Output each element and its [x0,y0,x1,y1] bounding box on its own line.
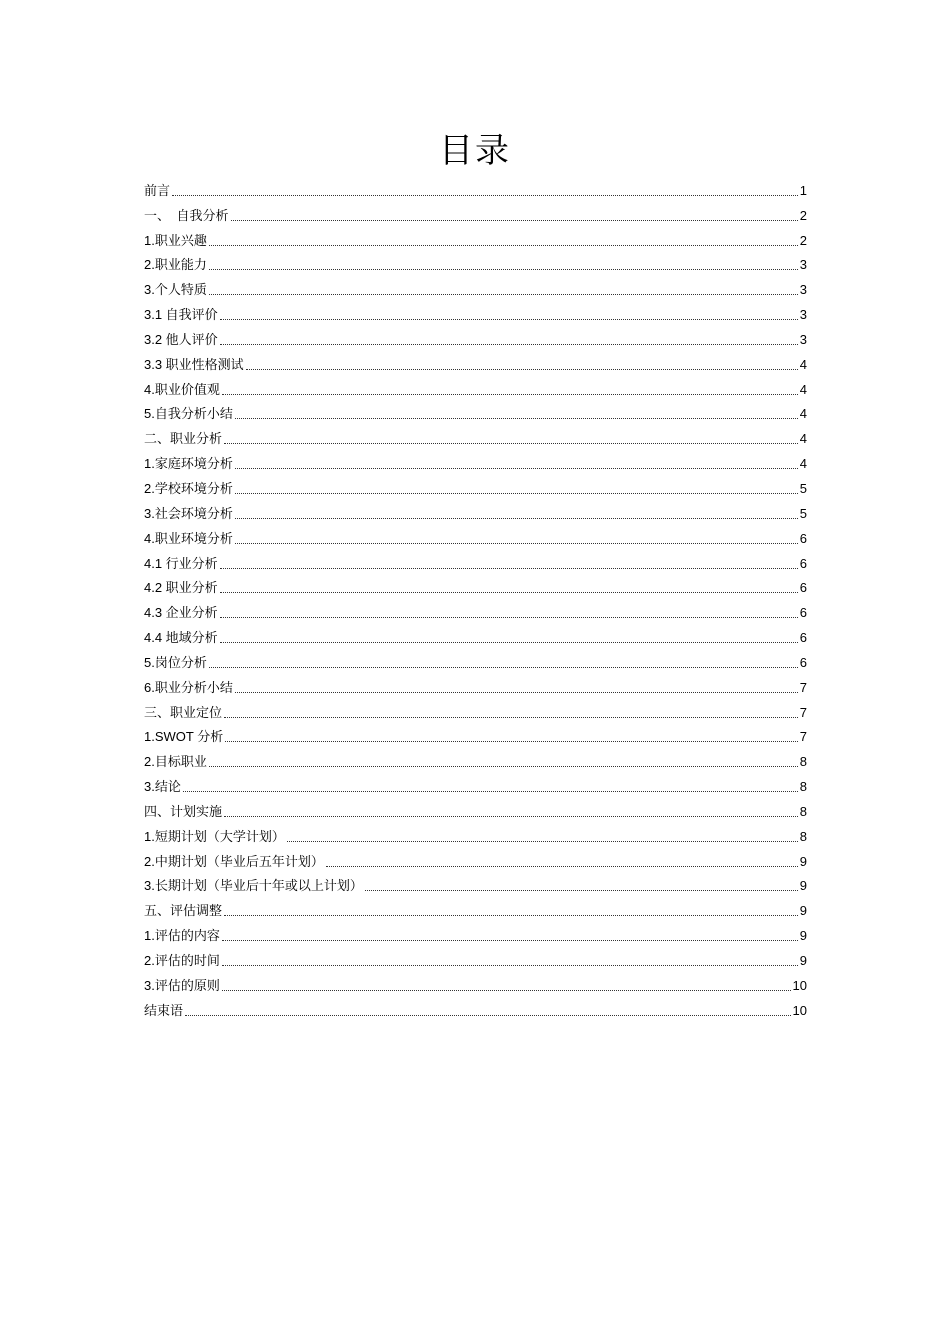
toc-entry[interactable] [144,350,807,375]
toc-entry-page-number: 8 [799,754,807,770]
toc-entry[interactable] [144,325,807,350]
toc-dot-leader [209,294,798,295]
toc-entry[interactable] [144,723,807,748]
toc-entry-page-number: 6 [799,555,807,571]
toc-entry-label: 4.职业环境分析 [144,530,233,546]
page-title: 目录 [439,131,511,171]
toc-entry-label: 三、职业定位 [144,704,223,720]
toc-dot-leader [231,220,798,221]
toc-entry-page-number: 4 [799,356,807,372]
toc-entry-label: 五、评估调整 [144,903,223,919]
toc-entry-label: 3.个人特质 [144,282,207,298]
toc-entry-page-number: 3 [799,257,807,273]
toc-entry[interactable] [144,921,807,946]
toc-entry-page-number: 9 [799,853,807,869]
toc-dot-leader [224,816,798,817]
toc-entry-page-number: 3 [799,331,807,347]
toc-dot-leader [326,866,798,867]
toc-entry-label: 二、职业分析 [144,431,223,447]
toc-entry-label: 3.长期计划（毕业后十年或以上计划） [144,878,363,894]
toc-entry[interactable] [144,176,807,201]
toc-dot-leader [209,245,798,246]
toc-entry[interactable] [144,623,807,648]
toc-dot-leader [209,766,798,767]
toc-entry-page-number: 10 [792,977,807,993]
toc-entry-label: 4.职业价值观 [144,381,220,397]
toc-entry-page-number: 8 [799,828,807,844]
toc-dot-leader [224,915,798,916]
toc-dot-leader [220,617,798,618]
toc-entry-label: 3.1 自我评价 [144,307,218,323]
toc-entry-page-number: 4 [799,456,807,472]
toc-entry-page-number: 7 [799,729,807,745]
toc-dot-leader [220,319,798,320]
toc-entry-label: 3.2 他人评价 [144,331,218,347]
toc-entry-label: 4.1 行业分析 [144,555,218,571]
toc-entry-label: 2.中期计划（毕业后五年计划） [144,853,324,869]
toc-dot-leader [225,741,798,742]
toc-entry-page-number: 8 [799,803,807,819]
toc-entry-page-number: 9 [799,878,807,894]
toc-entry-label: 四、计划实施 [144,803,223,819]
toc-entry-label: 1.评估的内容 [144,928,220,944]
toc-entry[interactable] [144,424,807,449]
toc-entry[interactable] [144,946,807,971]
toc-entry[interactable] [144,747,807,772]
toc-entry[interactable] [144,251,807,276]
toc-dot-leader [220,642,798,643]
toc-dot-leader [222,990,791,991]
toc-entry[interactable] [144,772,807,797]
toc-dot-leader [185,1015,791,1016]
toc-entry-page-number: 9 [799,903,807,919]
toc-dot-leader [172,195,798,196]
toc-dot-leader [287,841,798,842]
toc-dot-leader [235,692,798,693]
toc-entry-page-number: 6 [799,654,807,670]
toc-entry-page-number: 4 [799,381,807,397]
toc-entry-label: 1.短期计划（大学计划） [144,828,285,844]
toc-entry[interactable] [144,648,807,673]
toc-dot-leader [220,344,798,345]
toc-dot-leader [209,269,798,270]
toc-entry-page-number: 6 [799,605,807,621]
toc-dot-leader [222,394,798,395]
toc-entry-label: 2.目标职业 [144,754,207,770]
toc-entry-page-number: 7 [799,704,807,720]
toc-entry[interactable] [144,499,807,524]
toc-dot-leader [222,965,798,966]
toc-dot-leader [235,418,798,419]
toc-entry[interactable] [144,574,807,599]
toc-entry[interactable] [144,400,807,425]
toc-entry[interactable] [144,300,807,325]
toc-dot-leader [365,890,798,891]
toc-entry-label: 3.社会环境分析 [144,505,233,521]
toc-entry[interactable] [144,822,807,847]
toc-entry-label: 1.家庭环境分析 [144,456,233,472]
toc-dot-leader [220,592,798,593]
toc-entry[interactable] [144,673,807,698]
toc-entry-label: 4.4 地域分析 [144,630,218,646]
toc-entry[interactable] [144,474,807,499]
toc-dot-leader [224,443,798,444]
toc-entry[interactable] [144,598,807,623]
toc-entry-label: 2.评估的时间 [144,953,220,968]
toc-entry-page-number: 6 [799,580,807,596]
toc-entry-label: 结束语 [144,1002,184,1018]
toc-entry-page-number: 3 [799,282,807,298]
toc-entry[interactable] [144,872,807,897]
toc-entry-label: 前言 [144,182,171,198]
toc-entry-label: 4.2 职业分析 [144,580,218,596]
toc-dot-leader [220,568,798,569]
toc-entry-page-number: 5 [799,505,807,521]
toc-entry[interactable] [144,896,807,921]
toc-entry-label: 1.职业兴趣 [144,232,207,248]
toc-dot-leader [222,940,798,941]
toc-dot-leader [209,667,798,668]
toc-entry-page-number: 9 [799,928,807,944]
toc-entry-label: 一、 自我分析 [144,207,229,223]
toc-entry-page-number: 1 [799,182,807,198]
toc-entry-label: 3.结论 [144,779,181,795]
toc-entry-label: 5.自我分析小结 [144,406,233,422]
toc-dot-leader [235,493,798,494]
toc-entry-page-number: 10 [792,1002,807,1018]
toc-entry-page-number: 2 [799,232,807,248]
toc-entry[interactable] [144,275,807,300]
table-of-contents [144,176,807,1021]
toc-entry-page-number: 3 [799,307,807,323]
toc-entry-page-number: 2 [799,207,807,223]
toc-entry-page-number: 4 [799,431,807,447]
toc-entry[interactable] [144,996,807,1021]
toc-entry-label: 6.职业分析小结 [144,679,233,695]
toc-entry-label: 2.学校环境分析 [144,480,233,496]
toc-entry[interactable] [144,847,807,872]
toc-entry-page-number: 5 [799,480,807,496]
toc-entry-label: 4.3 企业分析 [144,605,218,621]
toc-entry[interactable] [144,375,807,400]
toc-entry-page-number: 8 [799,779,807,795]
toc-entry-page-number: 7 [799,679,807,695]
toc-entry[interactable] [144,449,807,474]
toc-entry-page-number: 6 [799,530,807,546]
toc-dot-leader [235,543,798,544]
toc-entry-label: 1.SWOT 分析 [144,729,224,745]
toc-entry-page-number: 6 [799,630,807,646]
toc-entry[interactable] [144,226,807,251]
toc-entry[interactable] [144,524,807,549]
toc-entry[interactable] [144,797,807,822]
toc-entry[interactable] [144,698,807,723]
toc-entry[interactable] [144,201,807,226]
toc-dot-leader [235,518,798,519]
toc-entry-label: 5.岗位分析 [144,654,207,670]
toc-entry-page-number: 9 [799,953,807,968]
toc-entry-label: 3.3 职业性格测试 [144,356,244,372]
toc-dot-leader [183,791,798,792]
toc-entry-page-number: 4 [799,406,807,422]
toc-dot-leader [246,369,798,370]
toc-entry[interactable] [144,971,807,996]
toc-entry-label: 3.评估的原则 [144,977,220,993]
toc-dot-leader [224,717,798,718]
toc-entry-label: 2.职业能力 [144,257,207,273]
toc-dot-leader [235,468,798,469]
toc-entry[interactable] [144,549,807,574]
